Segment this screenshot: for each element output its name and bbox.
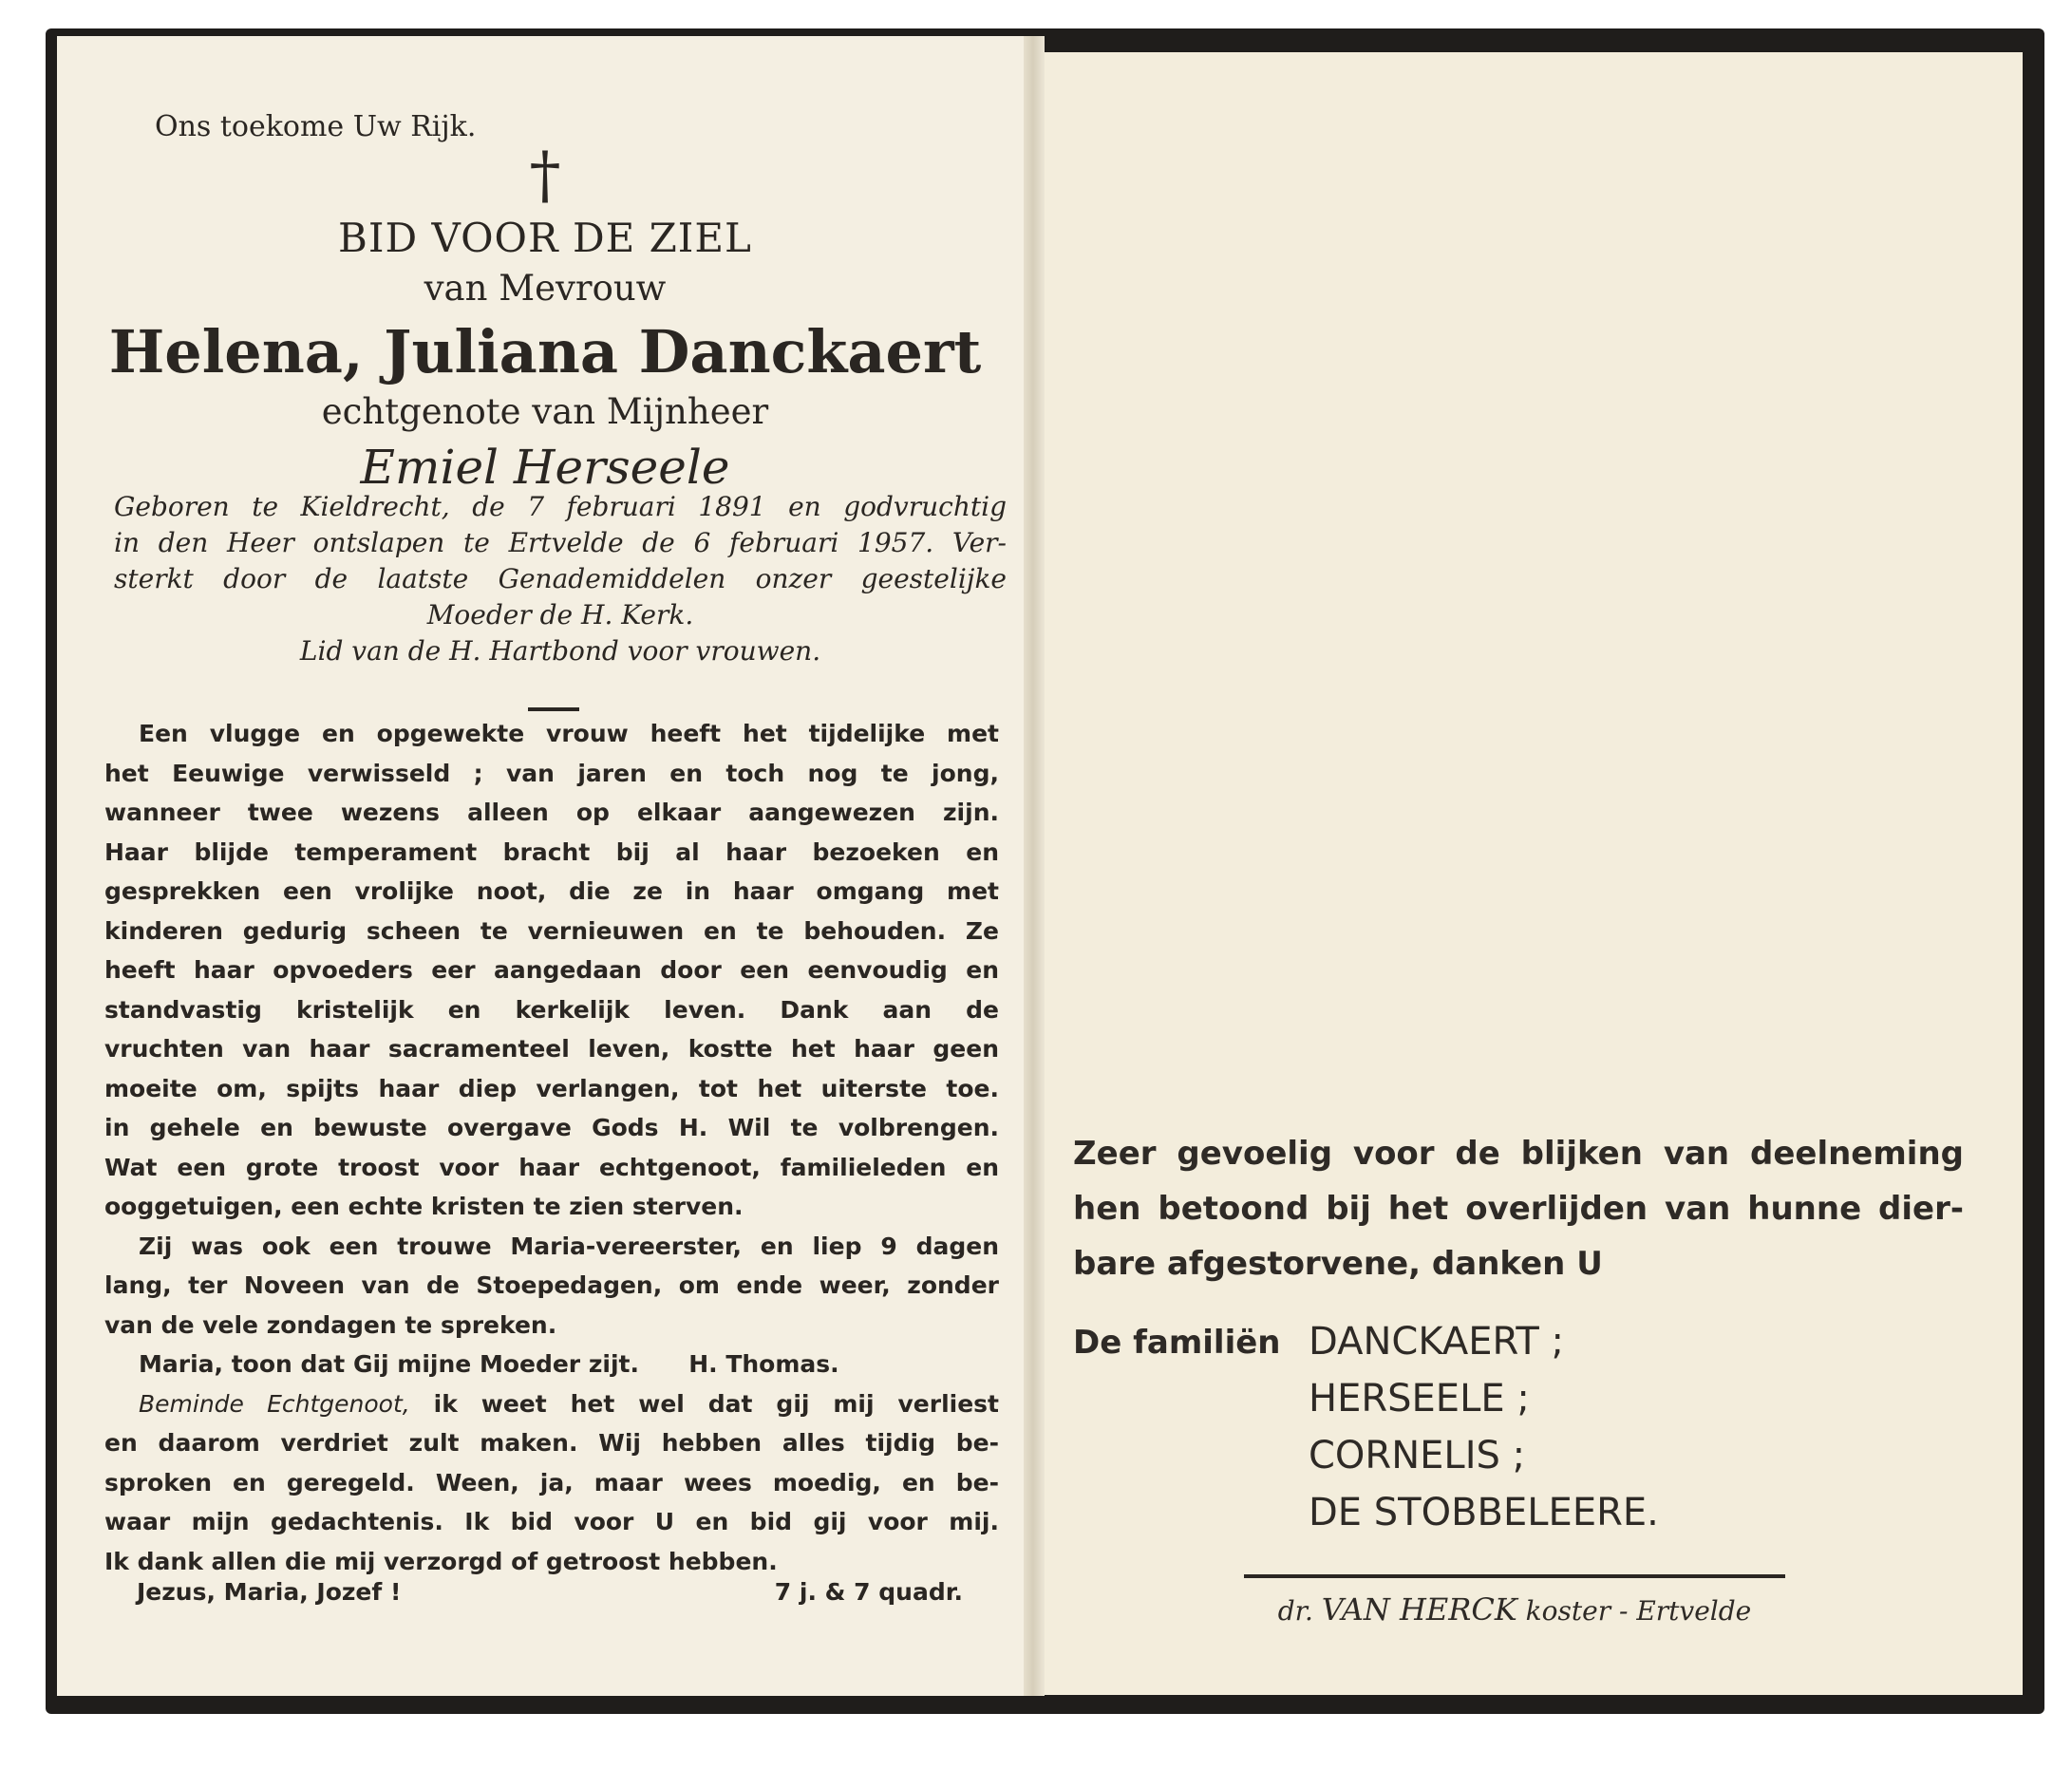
body-line: Haar blijde temperament bracht bij al haar bezoeken en	[104, 837, 999, 866]
motto: Ons toekome Uw Rijk.	[155, 110, 477, 143]
bio-line: Moeder de H. Kerk.	[426, 599, 694, 630]
families-label: De familiën	[1073, 1324, 1281, 1362]
bio-line: Lid van de H. Hartbond voor vrouwen.	[299, 635, 821, 667]
memorial-text	[104, 714, 999, 1581]
body-line: het Eeuwige verwisseld ; van jaren en toch nog te jong,	[104, 759, 999, 787]
prayer-names: Jezus, Maria, Jozef !	[137, 1578, 402, 1606]
body-line: wanneer twee wezens alleen op elkaar aangewezen zijn.	[104, 799, 999, 826]
body-line: Ik dank allen die mij verzorgd of getroost hebben.	[104, 1547, 778, 1575]
beminde-echtgenoot: Beminde Echtgenoot,	[139, 1389, 410, 1418]
thanks-line: Zeer gevoelig voor de blijken van deelneming	[1073, 1135, 1964, 1173]
body-line: standvastig kristelijk en kerkelijk leven. Dank aan de	[104, 995, 999, 1024]
deceased-name: Helena, Juliana Danckaert	[108, 317, 982, 386]
family-name: HERSEELE ;	[1309, 1377, 1530, 1421]
body-line: en daarom verdriet zult maken. Wij hebben alles tijdig be-	[104, 1429, 999, 1457]
body-line: Een vlugge en opgewekte vrouw heeft het tijdelijke met	[139, 720, 999, 747]
body-line: moeite om, spijts haar diep verlangen, tot het uiterste toe.	[104, 1074, 999, 1102]
cross-icon: †	[529, 139, 561, 212]
family-name: DANCKAERT ;	[1309, 1320, 1564, 1364]
heading: BID VOOR DE ZIEL	[338, 215, 752, 261]
van-mevrouw: van Mevrouw	[424, 268, 667, 309]
body-line: gesprekken een vrolijke noot, die ze in haar omgang met	[104, 877, 999, 905]
body-line: sproken en geregeld. Ween, ja, maar wees moedig, en be-	[104, 1468, 999, 1496]
thanks-line: hen betoond bij het overlijden van hunne dier-	[1073, 1190, 1964, 1228]
body-line: Maria, toon dat Gij mijne Moeder zijt. H. Thomas.	[139, 1350, 839, 1378]
body-line-rest: ik weet het wel dat gij mij verliest	[409, 1389, 999, 1418]
body-line: Zij was ook een trouwe Maria-vereerster, en liep 9 dagen	[139, 1232, 999, 1260]
bio-line: Geboren te Kieldrecht, de 7 februari 1891 en godvruchtig	[114, 491, 1007, 522]
printer-suffix: koster - Ertvelde	[1525, 1595, 1752, 1627]
body-line: in gehele en bewuste overgave Gods H. Wil te volbrengen.	[104, 1114, 999, 1141]
printer-prefix: dr.	[1277, 1595, 1313, 1627]
family-name: DE STOBBELEERE.	[1309, 1491, 1659, 1534]
bio-line: in den Heer ontslapen te Ertvelde de 6 februari 1957. Ver-	[114, 527, 1007, 558]
divider-short	[528, 707, 579, 711]
thanks-text	[1073, 1126, 1964, 1291]
body-line: Wat een grote troost voor haar echtgenoot, familieleden en	[104, 1153, 999, 1181]
bio-line: sterkt door de laatste Genademiddelen onzer geestelijke	[114, 563, 1007, 594]
body-line: vruchten van haar sacramenteel leven, kostte het haar geen	[104, 1035, 999, 1063]
indulgence: 7 j. & 7 quadr.	[774, 1578, 963, 1606]
body-line	[104, 1384, 999, 1424]
printer-name: VAN HERCK	[1321, 1591, 1517, 1628]
thanks-line: bare afgestorvene, danken U	[1073, 1245, 1603, 1283]
divider-long	[1244, 1574, 1785, 1578]
body-line: waar mijn gedachtenis. Ik bid voor U en bid gij voor mij.	[104, 1508, 999, 1535]
biography	[114, 489, 1007, 669]
right-page	[1033, 52, 2023, 1695]
body-line: kinderen gedurig scheen te vernieuwen en te behouden. Ze	[104, 916, 999, 945]
spouse-intro: echtgenote van Mijnheer	[321, 391, 769, 432]
printer-credit	[1244, 1591, 1785, 1628]
husband-name: Emiel Herseele	[360, 440, 730, 495]
body-line: van de vele zondagen te spreken.	[104, 1310, 557, 1339]
body-line: ooggetuigen, een echte kristen te zien sterven.	[104, 1193, 744, 1220]
body-line: heeft haar opvoeders eer aangedaan door een eenvoudig en	[104, 956, 999, 984]
family-name: CORNELIS ;	[1309, 1434, 1526, 1477]
body-line: lang, ter Noveen van de Stoepedagen, om ende weer, zonder	[104, 1271, 999, 1299]
